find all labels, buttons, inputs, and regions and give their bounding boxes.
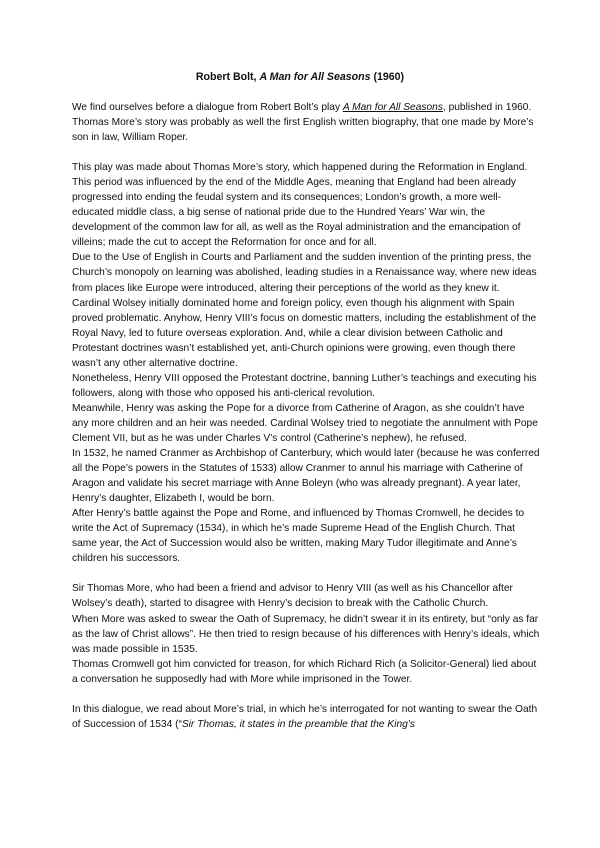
paragraph: This play was made about Thomas More’s story, which happened during the Reformation in England. This period was influenced by the end of the Middle Ages, meaning that England had been already progressed into ending the feudal system and its consequences; London’s growth, a more well-educated middle class, a big sense of national pride due to the Hundred Years’ War win, the development of the common law for all, as well as the Royal administration and the emancipation of villeins; made the cut to accept the Reformation for once and for all. [72,162,528,249]
intro-paragraph [72,100,542,145]
closing-paragraph [72,702,542,732]
title-author: Robert Bolt, [195,71,260,83]
paragraph: Meanwhile, Henry was asking the Pope for a divorce from Catherine of Aragon, as she couldn’t have any more children and an heir was needed. Cardinal Wolsey tried to negotiate the annulment with Pope Clement VII, but as he was under Charles V’s control (Catherine’s nephew), he refused. [72,402,538,444]
paragraph: In 1532, he named Cranmer as Archbishop of Canterbury, which would later (because he was conferred all the Pope’s powers in the Statutes of 1533) allow Cranmer to annul his marriage with Catherine of Aragon and validate his secret marriage with Anne Boleyn (who was already pregnant). A year later, Henry’s daughter, Elizabeth I, would be born. [72,448,540,505]
closing-quote: Sir Thomas, it states in the preamble that the King’s [181,718,415,730]
document-title [0,71,600,83]
paragraph: Thomas Cromwell got him convicted for treason, for which Richard Rich (a Solicitor-General) lied about a conversation he supposedly had with More while imprisoned in the Tower. [72,658,537,685]
paragraph: Due to the Use of English in Courts and Parliament and the sudden invention of the printing press, the Church’s monopoly on learning was abolished, leading studies in a Renaissance way, where new ideas from places like Europe were introduced, altering their perceptions of the world as they knew it. [72,252,537,294]
title-year: (1960) [370,71,405,83]
document-body [72,100,542,732]
paragraph: After Henry’s battle against the Pope and Rome, and influenced by Thomas Cromwell, he decides to write the Act of Supremacy (1534), in which he’s made Supreme Head of the English Church. That same year, the Act of Succession would also be written, making Mary Tudor illegitimate and Anne’s children his successors. [72,508,525,565]
paragraph: Cardinal Wolsey initially dominated home and foreign policy, even though his alignment with Spain proved problematic. Anyhow, Henry VIII’s focus on domestic matters, including the establishment of the Royal Navy, led to future overseas exploration. And, while a clear division between Catholic and Protestant doctrines wasn’t established yet, anti-Church opinions were growing, even though there wasn’t any other alternative doctrine. [72,297,537,369]
paragraph: Sir Thomas More, who had been a friend and advisor to Henry VIII (as well as his Chancellor after Wolsey’s death), started to disagree with Henry’s decision to break with the Catholic Church. [72,583,513,610]
intro-work-title: A Man for All Seasons [342,102,443,113]
intro-text-b: , published in 1960. Thomas More’s story was probably as well the first English written biography, that one made by More’s son in law, William Roper. [72,102,534,144]
paragraph: Nonetheless, Henry VIII opposed the Protestant doctrine, banning Luther’s teachings and executing his followers, along with those who opposed his anti-clerical revolution. [72,372,537,399]
paragraph: When More was asked to swear the Oath of Supremacy, he didn’t swear it in its entirety, but “only as far as the law of Christ allows”. He then tried to resign because of his differences with Henry’s ideals, which was made possible in 1535. [72,613,540,655]
closing-text: In this dialogue, we read about More’s trial, in which he’s interrogated for not wanting to swear the Oath of Succession of 1534 (“ [72,703,538,730]
intro-text-a: We find ourselves before a dialogue from Robert Bolt’s play [72,102,343,113]
title-work: A Man for All Seasons [259,71,371,83]
